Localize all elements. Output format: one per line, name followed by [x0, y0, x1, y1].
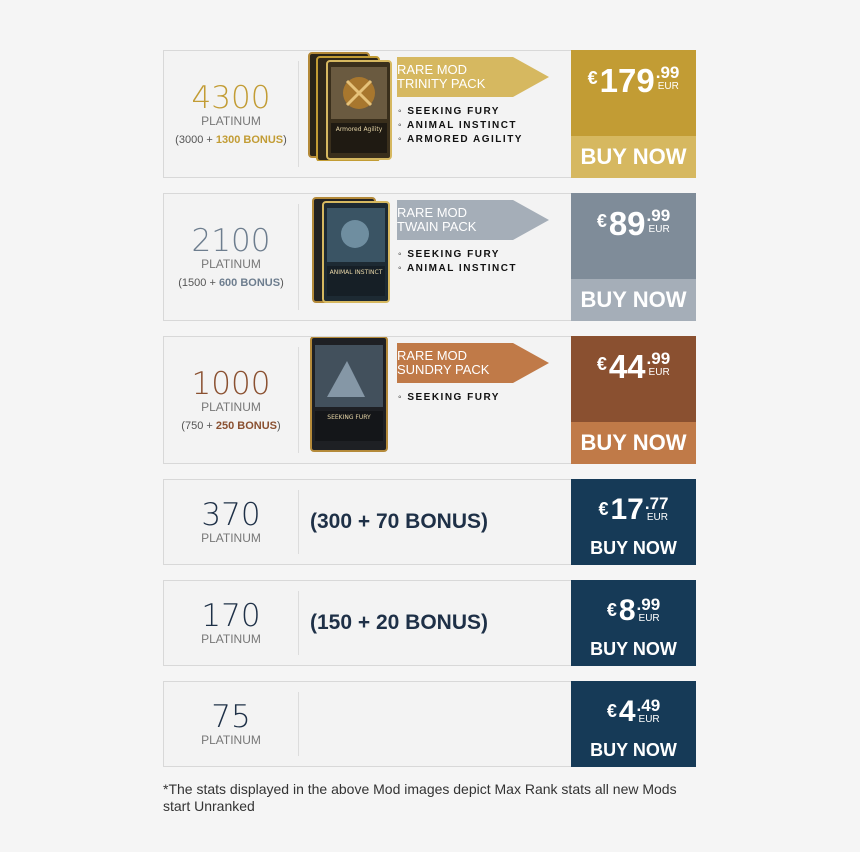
currency-code: EUR — [638, 613, 660, 624]
divider — [298, 591, 299, 655]
platinum-amount: 75 — [211, 699, 251, 735]
mod-item: ◦ ARMORED AGILITY — [398, 133, 523, 147]
platinum-amount: 370 — [201, 497, 261, 533]
banner-line-1: RARE MOD — [397, 348, 468, 363]
amount-block — [164, 581, 298, 665]
currency-code: EUR — [648, 224, 670, 235]
banner-line-2: TRINITY PACK — [397, 76, 486, 91]
price-cents: .99 — [646, 349, 671, 368]
mod-card-title: ANIMAL INSTINCT — [329, 269, 383, 276]
price-whole: 179 — [599, 62, 655, 99]
mod-list — [398, 105, 523, 147]
amount-block — [164, 480, 298, 564]
mod-list — [398, 391, 500, 405]
platinum-label: PLATINUM — [201, 632, 261, 646]
currency-symbol: € — [596, 354, 607, 374]
divider — [298, 204, 299, 310]
banner-line-2: SUNDRY PACK — [397, 362, 490, 377]
buy-now-button[interactable]: BUY NOW — [590, 537, 677, 558]
pack-row-2100 — [163, 193, 696, 321]
price-whole: 8 — [618, 594, 636, 627]
pack-banner — [397, 57, 485, 97]
bonus-breakdown: (1500 + 600 BONUS) — [178, 277, 284, 289]
price-whole: 89 — [608, 205, 646, 242]
bonus-breakdown: (750 + 250 BONUS) — [181, 420, 281, 432]
currency-symbol: € — [596, 211, 607, 231]
platinum-amount: 4300 — [191, 80, 271, 116]
mod-item: ◦ ANIMAL INSTINCT — [398, 119, 523, 133]
pack-row-75 — [163, 681, 696, 767]
pack-row-170 — [163, 580, 696, 666]
amount-block — [164, 194, 298, 320]
currency-code: EUR — [646, 512, 668, 523]
buy-now-button[interactable]: BUY NOW — [571, 136, 696, 178]
price-panel — [571, 479, 696, 565]
divider — [298, 61, 299, 167]
buy-now-button[interactable]: BUY NOW — [590, 739, 677, 760]
mod-item: ◦ SEEKING FURY — [398, 248, 517, 262]
platinum-label: PLATINUM — [201, 400, 261, 414]
banner-line-1: RARE MOD — [397, 62, 468, 77]
pack-row-370 — [163, 479, 696, 565]
buy-now-button[interactable]: BUY NOW — [590, 638, 677, 659]
pack-row-4300 — [163, 50, 696, 178]
platinum-label: PLATINUM — [201, 531, 261, 545]
price-display — [571, 50, 696, 136]
mod-card-title: SEEKING FURY — [327, 414, 371, 421]
mod-list — [398, 248, 517, 276]
price-whole: 4 — [618, 695, 636, 728]
mod-card-title: Armored Agility — [335, 126, 383, 133]
amount-block — [164, 51, 298, 177]
pack-banner — [397, 343, 489, 383]
mod-card-stack-image — [307, 337, 397, 453]
currency-code: EUR — [657, 81, 679, 92]
currency-symbol: € — [606, 600, 617, 620]
divider — [298, 347, 299, 453]
buy-now-button[interactable]: BUY NOW — [571, 422, 696, 464]
price-cents: .99 — [646, 206, 671, 225]
price-display — [571, 479, 696, 531]
platinum-label: PLATINUM — [201, 733, 261, 747]
price-cents: .77 — [644, 494, 669, 513]
mod-item: ◦ SEEKING FURY — [398, 391, 500, 405]
price-display — [571, 681, 696, 733]
amount-block — [164, 682, 298, 766]
divider — [298, 692, 299, 756]
price-cents: .99 — [655, 63, 680, 82]
price-cents: .99 — [636, 595, 661, 614]
buy-now-button[interactable]: BUY NOW — [571, 279, 696, 321]
platinum-amount: 170 — [201, 598, 261, 634]
bonus-breakdown: (300 + 70 BONUS) — [310, 510, 488, 533]
price-display — [571, 580, 696, 632]
pack-row-1000 — [163, 336, 696, 464]
bonus-breakdown: (150 + 20 BONUS) — [310, 611, 488, 634]
mod-item: ◦ ANIMAL INSTINCT — [398, 262, 517, 276]
mod-card-stack-image — [307, 51, 397, 161]
price-panel — [571, 50, 696, 178]
amount-block — [164, 337, 298, 463]
currency-code: EUR — [648, 367, 670, 378]
banner-line-1: RARE MOD — [397, 205, 468, 220]
currency-symbol: € — [606, 701, 617, 721]
currency-symbol: € — [587, 68, 598, 88]
price-display — [571, 336, 696, 422]
pack-banner — [397, 200, 476, 240]
price-panel — [571, 681, 696, 767]
footnote: *The stats displayed in the above Mod images depict Max Rank stats all new Mods start Unranked — [163, 781, 677, 814]
platinum-label: PLATINUM — [201, 257, 261, 271]
mod-card-stack-image — [307, 194, 397, 304]
price-cents: .49 — [636, 696, 661, 715]
banner-line-2: TWAIN PACK — [397, 219, 477, 234]
bonus-breakdown: (3000 + 1300 BONUS) — [175, 134, 287, 146]
divider — [298, 490, 299, 554]
mod-item: ◦ SEEKING FURY — [398, 105, 523, 119]
platinum-amount: 1000 — [191, 366, 271, 402]
price-panel — [571, 193, 696, 321]
currency-code: EUR — [638, 714, 660, 725]
price-panel — [571, 336, 696, 464]
price-panel — [571, 580, 696, 666]
platinum-amount: 2100 — [191, 223, 271, 259]
price-whole: 17 — [610, 493, 644, 526]
platinum-label: PLATINUM — [201, 114, 261, 128]
currency-symbol: € — [598, 499, 609, 519]
price-display — [571, 193, 696, 279]
price-whole: 44 — [608, 348, 646, 385]
